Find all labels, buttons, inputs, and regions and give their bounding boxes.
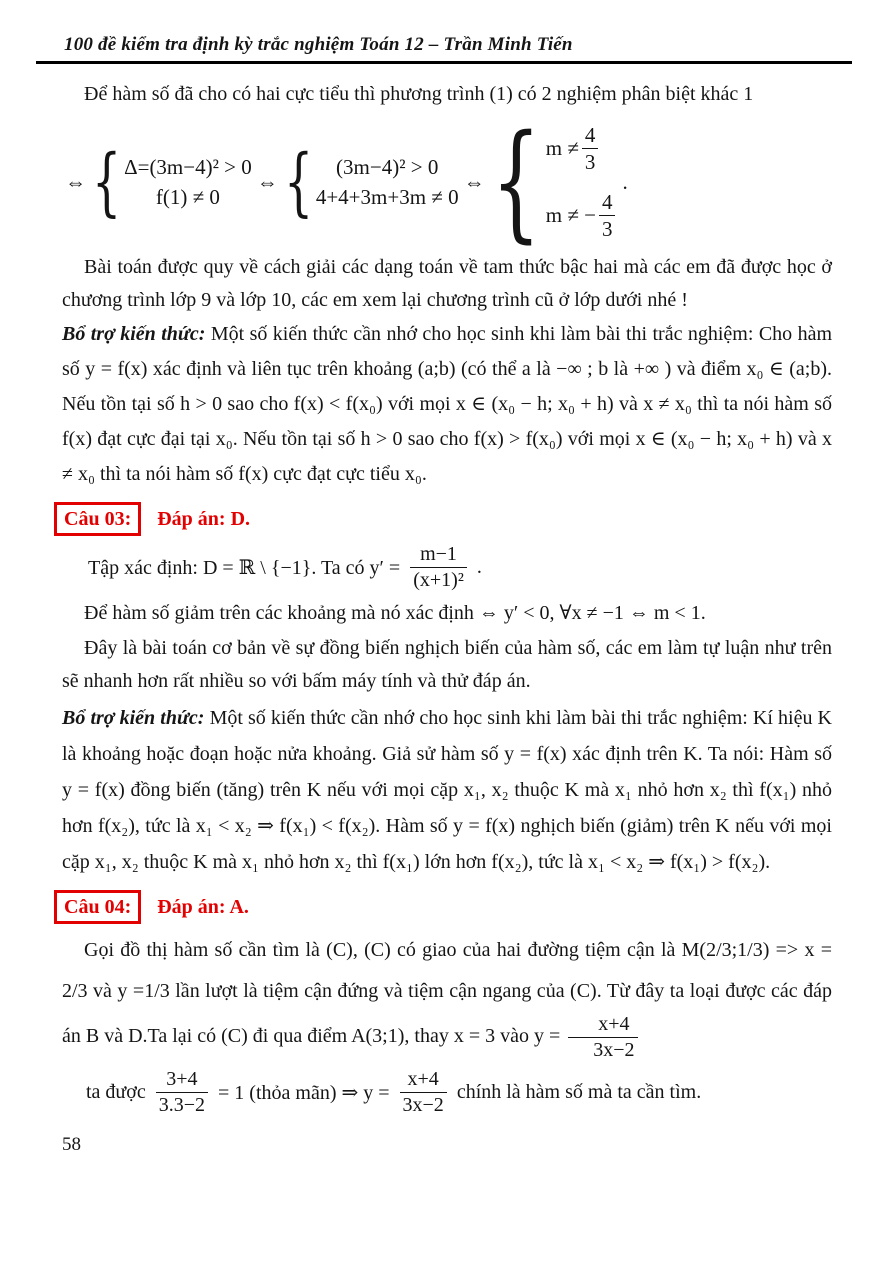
fraction bbox=[400, 1067, 447, 1118]
header-rule bbox=[36, 61, 852, 64]
question-04-label: Câu 04: bbox=[54, 890, 141, 924]
knowledge-note-1 bbox=[62, 317, 832, 492]
question-03-header bbox=[54, 502, 832, 536]
case-system-3 bbox=[546, 122, 619, 243]
question-03-answer: Đáp án: D. bbox=[157, 507, 251, 530]
page-number: 58 bbox=[62, 1134, 81, 1155]
question-04-header bbox=[54, 890, 832, 924]
equivalence-chain bbox=[60, 108, 832, 255]
case-line bbox=[546, 122, 602, 176]
page-header bbox=[62, 34, 832, 64]
intro-paragraph: Để hàm số đã cho có hai cực tiểu thì phương trình (1) có 2 nghiệm phân biệt khác 1 bbox=[84, 83, 754, 105]
knowledge-note-2 bbox=[62, 700, 832, 880]
knowledge-note-text: Một số kiến thức cần nhớ cho học sinh khi làm bài thi trắc nghiệm: Cho hàm số y = f(x) xác định và liên tục trên khoảng (a;b) (có thể a là −∞ ; b là +∞ ) và điểm x₀ ∈ (a;b). Nếu tồn tại số h > 0 sao cho f(x) < f(x₀) với mọi x ∈ (x₀ − h; x₀ + h) và x ≠ x₀ thì ta nói hàm số f(x) đạt cực đại tại x₀. Nếu tồn tại số h > 0 sao cho f(x) > f(x₀) với mọi x ∈ (x₀ − h; x₀ + h) và x ≠ x₀ thì ta nói hàm số f(x) cực đạt cực tiểu x₀. bbox=[62, 323, 833, 485]
case-line: (3m−4)² > 0 bbox=[336, 154, 439, 179]
left-brace: { bbox=[91, 139, 122, 225]
conclusion-line bbox=[62, 1067, 832, 1118]
case-line: Δ=(3m−4)² > 0 bbox=[124, 154, 252, 179]
conclusion-text: = 1 (thỏa mãn) ⇒ y = bbox=[218, 1082, 390, 1104]
domain-text: Tập xác định: D = ℝ \ {−1}. Ta có y′ = bbox=[88, 557, 401, 579]
solution-paragraph bbox=[62, 930, 832, 1063]
case-system-1 bbox=[124, 155, 252, 210]
conclusion-text: chính là hàm số mà ta cần tìm. bbox=[456, 1081, 702, 1103]
knowledge-note-text: Một số kiến thức cần nhớ cho học sinh khi làm bài thi trắc nghiệm: Kí hiệu K là khoảng hoặc đoạn hoặc nửa khoảng. Giả sử hàm số y = f(x) xác định trên K. Ta nói: Hàm số y = f(x) đồng biến (tăng) trên K nếu với mọi cặp x₁, x₂ thuộc K mà x₁ nhỏ hơn x₂ thì f(x₁) nhỏ hơn f(x₂), tức là x₁ < x₂ ⇒ f(x₁) < f(x₂). Hàm số y = f(x) nghịch biến (giảm) trên K nếu với mọi cặp x₁, x₂ thuộc K mà x₁ nhỏ hơn x₂ thì f(x₁) lớn hơn f(x₂), tức là x₁ < x₂ ⇒ f(x₁) > f(x₂). bbox=[62, 707, 832, 873]
comment-paragraph: Đây là bài toán cơ bản về sự đồng biến nghịch biến của hàm số, các em làm tự luận như trên sẽ nhanh hơn rất nhiều so với bấm máy tính và thử đáp án. bbox=[62, 637, 832, 692]
question-03-label: Câu 03: bbox=[54, 502, 141, 536]
fraction-numerator: x+4 bbox=[598, 1013, 630, 1035]
fraction bbox=[410, 542, 467, 593]
fraction bbox=[568, 1012, 637, 1063]
knowledge-note-lead: Bổ trợ kiến thức: bbox=[62, 323, 206, 345]
sentence-period: . bbox=[622, 169, 628, 194]
case-line: f(1) ≠ 0 bbox=[155, 184, 220, 209]
question-04-answer: Đáp án: A. bbox=[157, 895, 249, 918]
fraction-denominator: 3 bbox=[582, 148, 599, 175]
case-text: m ≠ − bbox=[545, 203, 596, 228]
fraction-numerator: m−1 bbox=[420, 543, 457, 565]
fraction-denominator: 3.3−2 bbox=[156, 1092, 208, 1118]
fraction-denominator: (x+1)² bbox=[410, 567, 467, 593]
fraction-denominator: 3x−2 bbox=[400, 1092, 447, 1118]
iff-symbol: ⇔ bbox=[256, 169, 278, 194]
left-brace: { bbox=[283, 139, 313, 225]
sentence-period: . bbox=[476, 556, 482, 578]
solution-text: Gọi đồ thị hàm số cần tìm là (C), (C) có giao của hai đường tiệm cận là M(2/3;1/3) => x = 2/3 và y =1/3 lần lượt là tiệm cận đứng và tiệm cận ngang của (C). Từ đây ta loại được các đáp án B và D.Ta lại có (C) đi qua điểm A(3;1), thay x = 3 vào y = bbox=[62, 939, 832, 1048]
knowledge-note-lead: Bổ trợ kiến thức: bbox=[62, 707, 205, 729]
book-title: 100 đề kiểm tra định kỳ trắc nghiệm Toán 12 – Trần Minh Tiến bbox=[64, 34, 573, 55]
iff-symbol: ⇔ bbox=[65, 169, 86, 194]
fraction-numerator: 4 bbox=[601, 190, 613, 214]
case-line bbox=[546, 189, 619, 243]
fraction-numerator: 3+4 bbox=[166, 1068, 198, 1090]
decreasing-condition-line: Để hàm số giảm trên các khoảng mà nó xác định ⇔ y′ < 0, ∀x ≠ −1 ⇔ m < 1. bbox=[84, 602, 706, 624]
fraction-denominator: 3x−2 bbox=[568, 1037, 637, 1063]
left-brace: { bbox=[490, 108, 541, 255]
fraction-numerator: x+4 bbox=[407, 1068, 439, 1090]
domain-line bbox=[62, 542, 832, 593]
fraction bbox=[599, 189, 616, 243]
fraction-denominator: 3 bbox=[599, 215, 616, 242]
fraction-numerator: 4 bbox=[584, 122, 596, 147]
conclusion-text: ta được bbox=[86, 1081, 146, 1103]
remark-paragraph: Bài toán được quy về cách giải các dạng toán về tam thức bậc hai mà các em đã được học ở chương trình lớp 9 và lớp 10, các em xem lại chương trình cũ ở lớp dưới nhé ! bbox=[62, 256, 832, 311]
fraction bbox=[582, 122, 599, 176]
case-system-2 bbox=[316, 155, 459, 210]
fraction bbox=[156, 1067, 208, 1118]
iff-symbol: ⇔ bbox=[463, 169, 485, 194]
case-line: 4+4+3m+3m ≠ 0 bbox=[315, 184, 459, 209]
case-text: m ≠ bbox=[545, 135, 579, 160]
